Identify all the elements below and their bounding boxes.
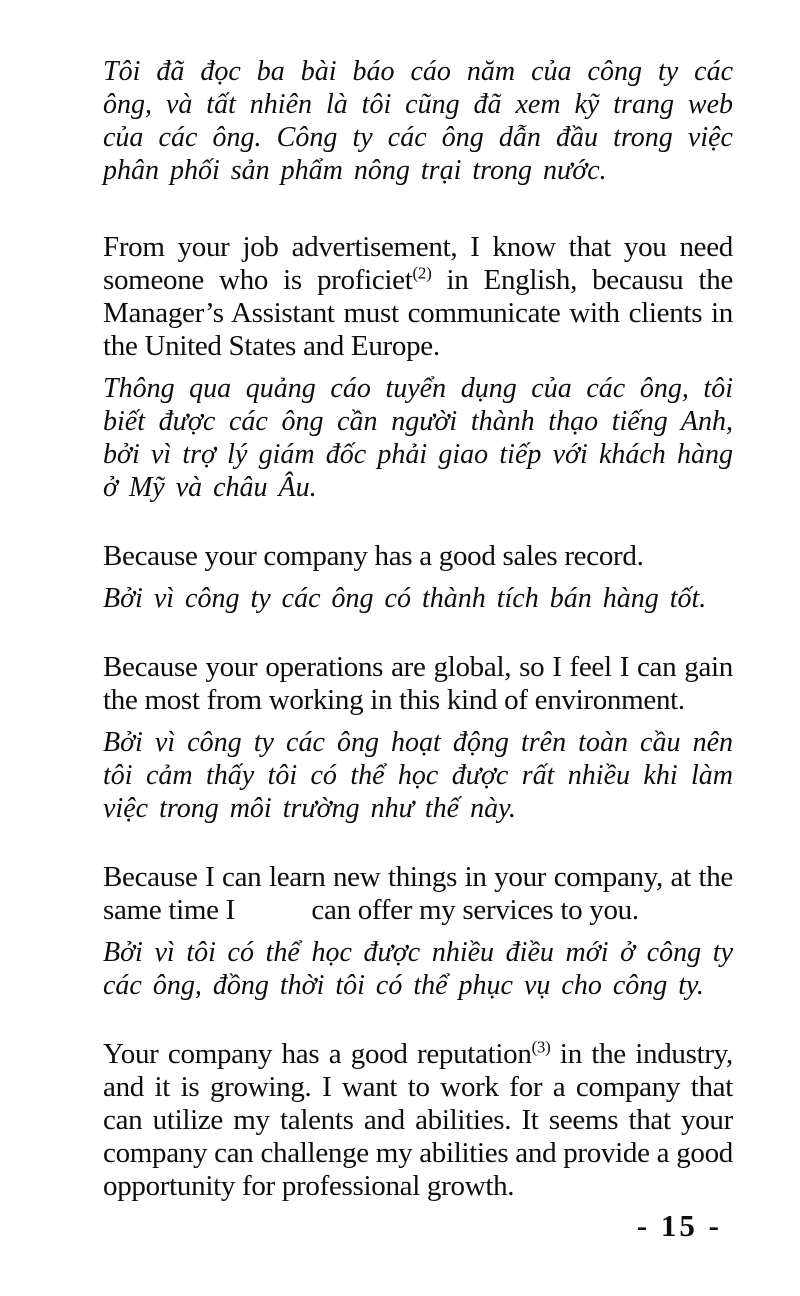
answer-body [103,540,733,615]
english-answer [103,861,733,927]
arrow-bullet-icon [68,1038,103,1045]
vietnamese-translation: Thông qua quảng cáo tuyển dụng của các ông, tôi biết được các ông cần người thành thạo tiếng Anh, bởi vì trợ lý giám đốc phải giao tiếp với khách hàng ở Mỹ và châu Âu. [103,373,733,503]
answer-item [68,861,733,1002]
answer-body [103,1038,733,1203]
vietnamese-translation: Bởi vì công ty các ông có thành tích bán hàng tốt. [103,583,707,614]
english-text-segment: From your job advertisement, I know that you need someone who is proficiet [103,231,733,296]
english-text-segment: in English, becausu the Manager’s Assistant must communicate with clients in the United States and Europe. [103,264,733,362]
english-answer [103,540,733,573]
answer-item [68,1038,733,1203]
english-text-segment: Because your company has a good sales record. [103,540,644,572]
intro-translation-paragraph: Tôi đã đọc ba bài báo cáo năm của công ty các ông, và tất nhiên là tôi cũng đã xem kỹ trang web của các ông. Công ty các ông dẫn đầu trong việc phân phối sản phẩm nông trại trong nước. [103,56,733,186]
english-text-segment: Because your operations are global, so I feel I can gain the most from working in this kind of environment. [103,651,733,716]
answer-item [68,540,733,615]
footnote-reference: (2) [412,263,432,283]
answer-body [103,231,733,504]
answer-item [68,231,733,504]
answer-body [103,651,733,825]
vietnamese-translation: Bởi vì công ty các ông hoạt động trên toàn cầu nên tôi cảm thấy tôi có thể học được rất nhiều khi làm việc trong môi trường như thế này. [103,727,733,824]
arrow-bullet-icon [68,861,103,868]
answer-item [68,651,733,825]
english-text-segment: Because I can learn new things in your company, at the same time I can offer my services to you. [103,861,733,926]
page-number: - 15 - [636,1208,722,1243]
english-text-segment: in the industry, and it is growing. I want to work for a company that can utilize my talents and abilities. It seems that your company can challenge my abilities and provide a good opportunity for professional growth. [103,1038,734,1202]
english-text-segment: Your company has a good reputation [103,1038,532,1070]
footnote-reference: (3) [531,1037,551,1057]
vietnamese-translation: Bởi vì tôi có thể học được nhiều điều mới ở công ty các ông, đồng thời tôi có thể phục vụ cho công ty. [103,937,733,1001]
arrow-bullet-icon [68,651,103,658]
arrow-bullet-icon [68,231,103,238]
english-answer [103,1038,733,1203]
english-answer [103,651,733,717]
arrow-bullet-icon [68,540,103,547]
answer-body [103,861,733,1002]
english-answer [103,231,733,363]
